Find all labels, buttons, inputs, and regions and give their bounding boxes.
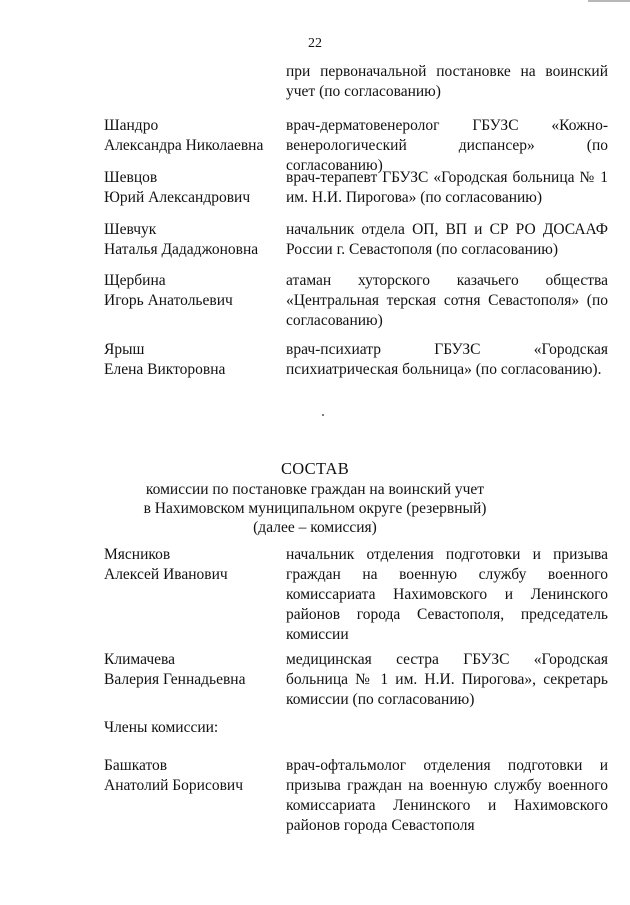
member-role: врач-дерматовенеролог ГБУЗС «Кожно-венерологический диспансер» (по согласованию) <box>286 117 608 174</box>
member-name <box>104 756 280 796</box>
member-given-names: Юрий Александрович <box>104 189 251 206</box>
member-name <box>104 340 280 380</box>
member-role: медицинская сестра ГБУЗС «Городская больница № 1 им. Н.И. Пирогова», секретарь комиссии (по согласованию) <box>286 651 608 708</box>
member-surname: Шевчук <box>104 221 157 238</box>
member-surname: Башкатов <box>104 757 168 774</box>
heading-line-1: комиссии по постановке граждан на воинский учет <box>145 481 485 498</box>
member-given-names: Валерия Геннадьевна <box>104 671 246 688</box>
member-surname: Шевцов <box>104 169 158 186</box>
composition-heading <box>40 458 590 537</box>
heading-line-2: в Нахимовском муниципальном округе (резервный) <box>143 500 487 517</box>
member-role: врач-офтальмолог отделения подготовки и призыва граждан на военную службу военного комиссариата Ленинского и Нахимовского районов города Севастополя <box>286 757 608 834</box>
member-name <box>104 545 280 585</box>
page-number: 22 <box>308 36 322 51</box>
member-name <box>104 116 280 156</box>
heading-line-3: (далее – комиссия) <box>253 519 377 536</box>
member-role: начальник отделения подготовки и призыва граждан на военную службу военного комиссариата Нахимовского и Ленинского районов города Севастополя, председатель комиссии <box>286 546 608 643</box>
member-surname: Климачева <box>104 651 175 668</box>
member-role: врач-психиатр ГБУЗС «Городская психиатрическая больница» (по согласованию). <box>286 341 608 378</box>
member-given-names: Елена Викторовна <box>104 361 226 378</box>
member-role: атаман хуторского казачьего общества «Центральная терская сотня Севастополя» (по согласованию) <box>286 272 608 329</box>
member-surname: Шандро <box>104 117 159 134</box>
member-given-names: Алексей Иванович <box>104 566 228 583</box>
stray-mark <box>322 414 324 416</box>
member-surname: Щербина <box>104 272 166 289</box>
member-name <box>104 271 280 311</box>
corner-scan-mark <box>588 0 630 2</box>
member-role: врач-терапевт ГБУЗС «Городская больница № 1 им. Н.И. Пирогова» (по согласованию) <box>286 169 608 206</box>
members-label: Члены комиссии: <box>104 719 219 736</box>
member-given-names: Александра Николаевна <box>104 137 264 154</box>
member-surname: Ярыш <box>104 341 145 358</box>
member-name <box>104 220 280 260</box>
member-name <box>104 168 280 208</box>
member-role: начальник отдела ОП, ВП и СР РО ДОСААФ России г. Севастополя (по согласованию) <box>286 221 608 258</box>
continued-role-text: при первоначальной постановке на воинский учет (по согласованию) <box>286 63 608 100</box>
member-given-names: Игорь Анатольевич <box>104 292 233 309</box>
member-given-names: Анатолий Борисович <box>104 777 244 794</box>
member-given-names: Наталья Дададжоновна <box>104 241 259 258</box>
member-surname: Мясников <box>104 546 171 563</box>
member-name <box>104 650 280 690</box>
heading-title: СОСТАВ <box>280 459 350 478</box>
